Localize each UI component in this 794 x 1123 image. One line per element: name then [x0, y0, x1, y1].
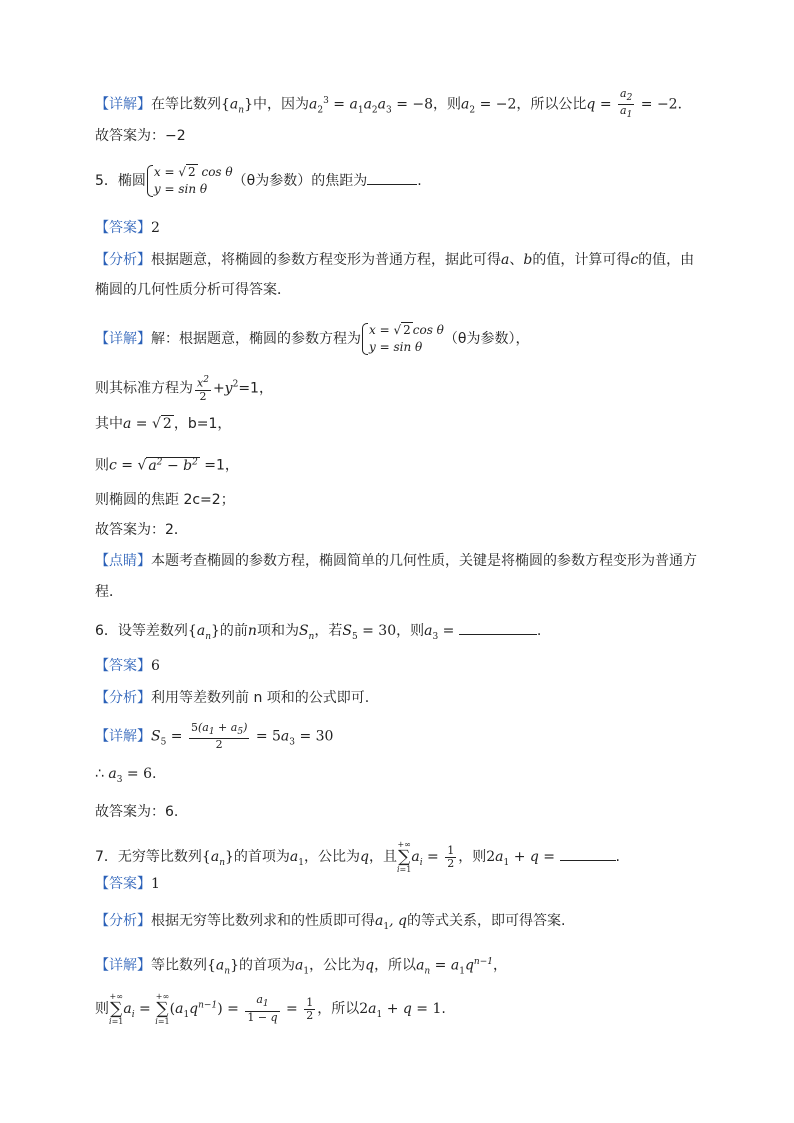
q7-answer: 【答案】1	[95, 876, 160, 892]
q6-conclusion: 故答案为：6.	[95, 804, 179, 820]
q4-conclusion: 故答案为：−2	[95, 128, 186, 144]
parametric-system: x = √ 2 cos θ y = sin θ	[361, 322, 444, 356]
q7-detail-l1: 【详解】等比数列$\{a_n\}$的首项为$a_1$，公比为q，所以$a_n = a_1q^{n-1}$，	[95, 957, 507, 977]
summation: +∞ ∑ i=1	[396, 840, 412, 874]
q6-answer: 【答案】6	[95, 658, 160, 674]
answer-blank	[367, 170, 417, 185]
answer-blank	[459, 620, 537, 635]
q5-analysis-l2: 椭圆的几何性质分析可得答案．	[95, 282, 291, 298]
q5-conclusion: 故答案为：2．	[95, 522, 188, 538]
q5-detail-l3: 其中a = √ 2 ，b=1，	[95, 416, 232, 432]
q5-detail-l5: 则椭圆的焦距 2c=2；	[95, 492, 235, 508]
parametric-system: x = √ 2 cos θ y = sin θ	[146, 164, 233, 198]
q6-analysis: 【分析】利用等差数列前 n 项和的公式即可.	[95, 690, 370, 706]
detail-tag: 【详解】	[95, 96, 151, 113]
q7-detail-l2: 则+∞ ∑ $i=1a_i$ = +∞ ∑ $i=1(a_1q^{n-1})$ = $\frac{a_1}{1 - q}$ = $\frac{1}{2}$ ，所以$2a_1 + q = 1$.	[95, 992, 446, 1026]
q6-question: 6．设等差数列$\{a_n\}$的前n项和为$S_n$，若$S_5 = 30$，则$a_3$ = .	[95, 620, 541, 647]
q5-comment-l1: 【点睛】本题考查椭圆的参数方程，椭圆简单的几何性质，关键是将椭圆的参数方程变形为普通方	[95, 553, 697, 569]
q5-analysis-l1: 【分析】根据题意，将椭圆的参数方程变形为普通方程，据此可得a、b的值，计算可得c的值，由	[95, 252, 695, 268]
fraction: $\frac{a_2}{a_1}$	[620, 87, 633, 121]
q6-detail: 【详解】$S_5$ = $\frac{5(a_1 + a_5)}{2}$ = $5a_3 = 30$	[95, 721, 334, 752]
answer-blank	[560, 846, 616, 861]
q7-question: 7．无穷等比数列$\{a_n\}$的首项为$a_1$，公比为q，且+∞ ∑ $i=1a_i$ = $\frac{1}{2}$ ，则$2a_1 + q$ = .	[95, 840, 620, 874]
q4-detail-line: 【详解】在等比数列$\{a_n\}$中，因为$a_2^3 = a_1a_2a_3 = -8$，则$a_2 = -2$，所以公比q = $\frac{a_2}{a_1}$ = −2．	[95, 87, 692, 121]
q5-detail-l2: 则其标准方程为 $\frac{x^2}{2}$ $+y^2=1$，	[95, 375, 273, 403]
q5-detail-l1: 【详解】解：根据题意，椭圆的参数方程为 x = √ 2 cos θ y = sin θ （θ为参数），	[95, 323, 530, 354]
q6-therefore: ∴ $a_3 = 6$.	[95, 766, 157, 785]
q5-comment-l2: 程．	[95, 584, 123, 600]
q5-question: 5．椭圆 x = √ 2 cos θ y = sin θ （θ为参数）的焦距为 .	[95, 165, 422, 196]
q7-analysis: 【分析】根据无穷等比数列求和的性质即可得$a_1$, q的等式关系，即可得答案.	[95, 913, 566, 932]
q5-answer: 【答案】2	[95, 220, 160, 236]
q5-detail-l4: 则c = √ $a^2 - b^2 =1$，	[95, 457, 239, 474]
